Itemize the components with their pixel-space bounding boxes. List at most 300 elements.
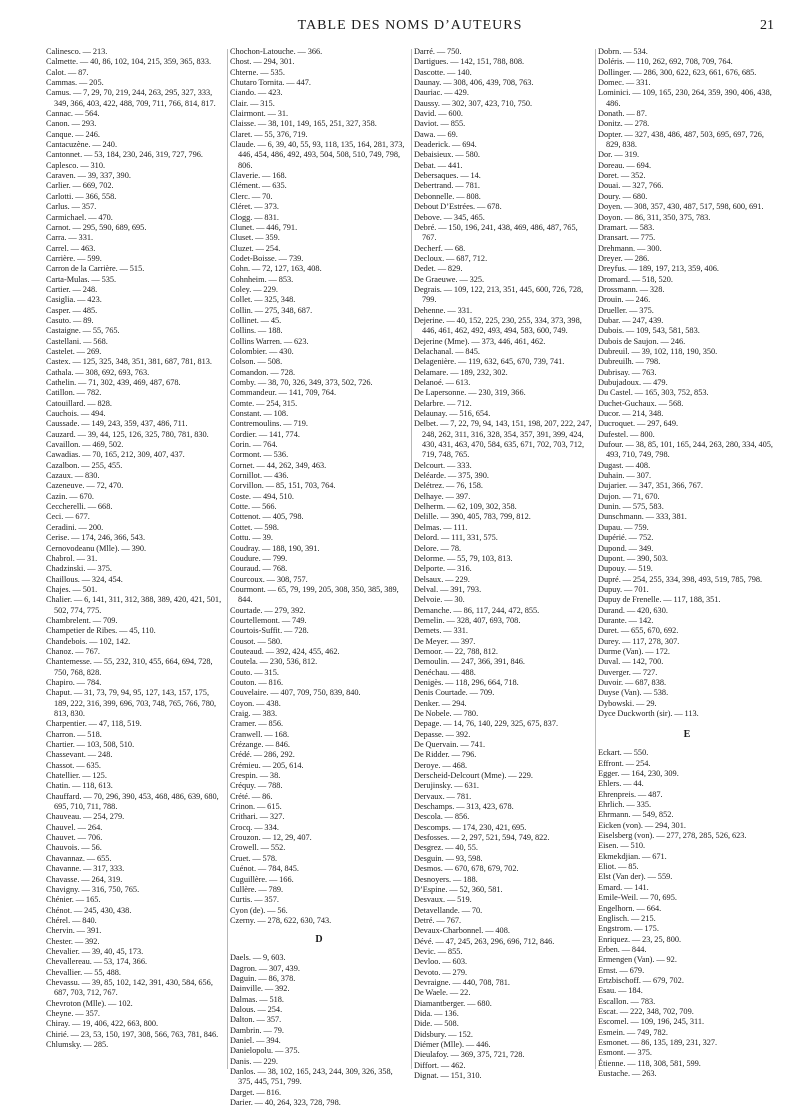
- index-entry: Esmont. — 375.: [598, 1048, 652, 1058]
- index-entry: Clogg. — 831.: [230, 212, 279, 222]
- index-entry: Chapiro. — 784.: [46, 677, 102, 687]
- index-entry: Cormont. — 536.: [230, 450, 289, 460]
- index-entry: Dufour. — 38, 85, 101, 165, 244, 263, 280, 334, 405, 493, 710, 749, 798.: [598, 440, 773, 460]
- index-entry: Ceccherelli. — 668.: [46, 502, 113, 512]
- index-entry: Dupau. — 759.: [598, 522, 649, 532]
- index-entry: Claverie. — 168.: [230, 171, 287, 181]
- index-entry: Douai. — 327, 766.: [598, 181, 664, 191]
- index-entry: Cyon (de). — 56.: [230, 905, 288, 915]
- index-entry: Collins. — 188.: [230, 326, 283, 336]
- index-entry: Dedet. — 829.: [414, 264, 463, 274]
- index-entry: Cottenot. — 405, 798.: [230, 512, 304, 522]
- index-entry: Chevalier. — 39, 40, 45, 173.: [46, 946, 144, 956]
- index-entry: Colson. — 508.: [230, 357, 283, 367]
- index-entry: Dupérié. — 752.: [598, 533, 654, 543]
- index-entry: Durey. — 117, 278, 307.: [598, 636, 680, 646]
- index-entry: Delaunay. — 516, 654.: [414, 409, 491, 419]
- index-entry: Chavigny. — 316, 750, 765.: [46, 884, 140, 894]
- index-entry: Cordier. — 141, 774.: [230, 429, 300, 439]
- index-entry: Dupont. — 390, 503.: [598, 553, 668, 563]
- column-divider: [411, 49, 412, 1069]
- index-entry: Descola. — 856.: [414, 812, 470, 822]
- index-entry: Chlumsky. — 285.: [46, 1040, 109, 1049]
- page-header: [46, 18, 774, 40]
- index-entry: Carra. — 331.: [46, 233, 94, 243]
- index-entry: Duverger. — 727.: [598, 667, 658, 677]
- index-entry: Emile-Weil. — 70, 695.: [598, 893, 677, 903]
- index-entry: Clément. — 635.: [230, 181, 287, 191]
- index-entry: Delhaye. — 397.: [414, 491, 471, 501]
- index-entry: Delherm. — 62, 109, 302, 358.: [414, 502, 517, 512]
- index-entry: Ertzbischoff. — 679, 702.: [598, 975, 684, 985]
- index-entry: Caplesco. — 310.: [46, 160, 106, 170]
- index-entry: Dascotte. — 140.: [414, 67, 472, 77]
- index-entry: Engelhorn. — 664.: [598, 903, 662, 913]
- index-entry: Chavanne. — 317, 333.: [46, 864, 125, 874]
- index-entry: Cornillot. — 436.: [230, 471, 289, 481]
- index-entry: Cramer. — 856.: [230, 719, 284, 729]
- index-entry: Chandebois. — 102, 142.: [46, 636, 131, 646]
- index-entry: Chalier. — 6, 141, 311, 312, 388, 389, 420, 421, 501, 502, 774, 775.: [46, 595, 222, 615]
- index-entry: Canque. — 246.: [46, 129, 100, 139]
- index-entry: Didsbury. — 152.: [414, 1029, 473, 1039]
- index-entry: Dubrisay. — 763.: [598, 367, 657, 377]
- index-entry: Dybowski. — 29.: [598, 698, 657, 708]
- index-entry: Devraigne. — 440, 708, 781.: [414, 977, 510, 987]
- index-entry: Chervin. — 391.: [46, 926, 102, 936]
- index-entry: Crocq. — 334.: [230, 822, 279, 832]
- index-entry: Chevallier. — 55, 488.: [46, 967, 121, 977]
- index-entry: Courtellemont. — 749.: [230, 615, 307, 625]
- index-entry: Courtade. — 279, 392.: [230, 605, 306, 615]
- index-entry: Ceradini. — 200.: [46, 522, 104, 532]
- index-entry: Dignat. — 151, 310.: [414, 1071, 482, 1081]
- index-entry: Commandeur. — 141, 709, 764.: [230, 388, 337, 398]
- index-entry: Dévé. — 47, 245, 263, 296, 696, 712, 846.: [414, 936, 555, 946]
- index-entry: Carnot. — 295, 590, 689, 695.: [46, 222, 147, 232]
- index-entry: Delvoie. — 30.: [414, 595, 465, 605]
- index-entry: Drehmann. — 300.: [598, 243, 662, 253]
- index-entry: Englisch. — 215.: [598, 913, 656, 923]
- index-entry: Courmont. — 65, 79, 199, 205, 308, 350, 385, 389, 844.: [230, 584, 399, 605]
- index-entry: Crithari. — 327.: [230, 812, 285, 822]
- index-entry: Daguin. — 86, 378.: [230, 973, 296, 983]
- index-entry: David. — 600.: [414, 109, 463, 119]
- index-entry: Casiglia. — 423.: [46, 295, 102, 305]
- index-entry: Cullère. — 789.: [230, 884, 284, 894]
- index-entry: Daussy. — 302, 307, 423, 710, 750.: [414, 98, 533, 108]
- index-entry: Czerny. — 278, 622, 630, 743.: [230, 915, 332, 925]
- index-entry: Chérel. — 840.: [46, 915, 97, 925]
- index-entry: Eisen. — 510.: [598, 841, 646, 851]
- index-entry: Chiray. — 19, 406, 422, 663, 800.: [46, 1019, 159, 1029]
- index-entry: Claret. — 55, 376, 719.: [230, 129, 308, 139]
- index-entry: Codet-Boisse. — 739.: [230, 253, 304, 263]
- index-entry: Crézange. — 846.: [230, 740, 290, 750]
- index-entry: Clair. — 315.: [230, 98, 275, 108]
- index-entry: Corin. — 764.: [230, 440, 278, 450]
- index-entry: Dunin. — 575, 583.: [598, 502, 664, 512]
- index-entry: Crémieu. — 205, 614.: [230, 760, 304, 770]
- index-entry: Drouin. — 246.: [598, 295, 651, 305]
- index-entry: Ducor. — 214, 348.: [598, 409, 664, 419]
- index-entry: Dubois de Saujon. — 246.: [598, 336, 686, 346]
- index-entry: Debonnelle. — 808.: [414, 191, 481, 201]
- index-entry: Caussade. — 149, 243, 359, 437, 486, 711.: [46, 419, 188, 429]
- index-entry: Doreau. — 694.: [598, 160, 652, 170]
- index-entry: Chochon-Latouche. — 366.: [230, 47, 323, 56]
- index-entry: Chadzinski. — 375.: [46, 564, 112, 574]
- column-divider: [227, 49, 228, 1069]
- index-entry: Castex. — 125, 325, 348, 351, 381, 687, 781, 813.: [46, 357, 212, 367]
- index-entry: Chénot. — 245, 430, 438.: [46, 905, 132, 915]
- index-entry: Dopter. — 327, 438, 486, 487, 503, 695, 697, 726, 829, 838.: [598, 129, 764, 150]
- index-entry: Collinet. — 45.: [230, 315, 282, 325]
- index-entry: Duval. — 142, 700.: [598, 657, 664, 667]
- index-entry: Chavannaz. — 655.: [46, 853, 112, 863]
- index-entry: Duyse (Van). — 538.: [598, 688, 669, 698]
- index-entry: Eiselsberg (von). — 277, 278, 285, 526, 623.: [598, 831, 747, 841]
- index-entry: Crété. — 86.: [230, 791, 273, 801]
- index-entry: Dervaux. — 781.: [414, 791, 472, 801]
- index-entry: Diémer (Mlle). — 446.: [414, 1040, 491, 1049]
- index-entry: Dreyer. — 286.: [598, 253, 650, 263]
- index-entry: Cazalbon. — 255, 455.: [46, 460, 123, 470]
- index-entry: Ermengen (Van). — 92.: [598, 955, 677, 965]
- index-entry: Deaderick. — 694.: [414, 140, 477, 150]
- index-entry: Dambrin. — 79.: [230, 1025, 284, 1035]
- index-entry: Charron. — 518.: [46, 729, 102, 739]
- index-entry: Cottet. — 598.: [230, 522, 279, 532]
- index-entry: Deschamps. — 313, 423, 678.: [414, 802, 514, 812]
- index-entry: Chauvel. — 264.: [46, 822, 103, 832]
- index-entry: Courtois-Suffit. — 728.: [230, 626, 309, 636]
- index-entry: Carlotti. — 366, 558.: [46, 191, 117, 201]
- index-entry: Carron de la Carrière. — 515.: [46, 264, 145, 274]
- index-entry: Cuénot. — 784, 845.: [230, 864, 299, 874]
- index-entry: Desguin. — 93, 598.: [414, 853, 483, 863]
- index-entry: Dupuy de Frenelle. — 117, 188, 351.: [598, 595, 721, 605]
- index-entry: Chatellier. — 125.: [46, 771, 107, 781]
- index-entry: Eustache. — 263.: [598, 1069, 657, 1078]
- index-entry: Cannac. — 564.: [46, 109, 100, 119]
- index-entry: Desgrez. — 40, 55.: [414, 843, 478, 853]
- index-entry: Carlus. — 357.: [46, 202, 97, 212]
- index-entry: De Meyer. — 397.: [414, 636, 476, 646]
- index-entry: Delore. — 78.: [414, 543, 462, 553]
- index-entry: Dransart. — 775.: [598, 233, 656, 243]
- index-entry: Enriquez. — 23, 25, 800.: [598, 934, 682, 944]
- index-entry: Canon. — 293.: [46, 119, 97, 129]
- index-entry: Dupuy. — 701.: [598, 584, 649, 594]
- index-entry: Daunay. — 308, 406, 439, 708, 763.: [414, 78, 534, 88]
- index-entry: Delagenière. — 119, 632, 645, 670, 739, 741.: [414, 357, 565, 367]
- index-entry: Domec. — 331.: [598, 78, 651, 88]
- index-entry: Descomps. — 174, 230, 421, 695.: [414, 822, 527, 832]
- index-entry: Carrière. — 599.: [46, 253, 102, 263]
- index-entry: Collet. — 325, 348.: [230, 295, 296, 305]
- index-entry: Chabrol. — 31.: [46, 553, 98, 563]
- index-entry: Crédé. — 286, 292.: [230, 750, 295, 760]
- index-entry: Chanoz. — 767.: [46, 646, 100, 656]
- index-entry: Du Castel. — 165, 303, 752, 853.: [598, 388, 709, 398]
- index-entry: Clerc. — 70.: [230, 191, 273, 201]
- index-entry: Esmonet. — 86, 135, 189, 231, 327.: [598, 1037, 718, 1047]
- index-entry: Dawa. — 69.: [414, 129, 458, 139]
- index-entry: Darget. — 816.: [230, 1087, 282, 1097]
- index-entry: Coudure. — 799.: [230, 553, 288, 563]
- index-entry: Chauffard. — 70, 296, 390, 453, 468, 486, 639, 680, 695, 710, 711, 788.: [46, 791, 219, 812]
- index-entry: Chevroton (Mlle). — 102.: [46, 998, 133, 1008]
- index-entry: Cheyne. — 357.: [46, 1008, 100, 1018]
- index-entry: D’Espine. — 52, 360, 581.: [414, 884, 503, 894]
- index-entry: Cotte. — 566.: [230, 502, 277, 512]
- index-entry: Camus. — 7, 29, 70, 219, 244, 263, 295, 327, 333, 349, 366, 403, 422, 488, 709, 711, 766, 814, 817.: [46, 88, 216, 108]
- index-entry: Depage. — 14, 76, 140, 229, 325, 675, 837.: [414, 719, 559, 729]
- index-entry: Dainville. — 392.: [230, 984, 290, 994]
- index-entry: Egger. — 164, 230, 309.: [598, 769, 679, 779]
- index-entry: Étienne. — 118, 308, 581, 599.: [598, 1058, 701, 1068]
- index-entry: Detré. — 767.: [414, 915, 462, 925]
- index-entry: Denis Courtade. — 709.: [414, 688, 495, 698]
- index-entry: De Quervain. — 741.: [414, 740, 486, 750]
- index-entry: Carrel. — 463.: [46, 243, 96, 253]
- index-entry: Dollinger. — 286, 300, 622, 623, 661, 676, 685.: [598, 67, 757, 77]
- index-entry: Dieulafoy. — 369, 375, 721, 728.: [414, 1050, 525, 1060]
- index-entry: Chterne. — 535.: [230, 67, 285, 77]
- index-entry: Cavaillon. — 469, 502.: [46, 440, 124, 450]
- index-entry: Dyce Duckworth (sir). — 113.: [598, 709, 699, 718]
- index-entry: Couvelaire. — 407, 709, 750, 839, 840.: [230, 688, 361, 698]
- index-entry: Dobrn. — 534.: [598, 47, 648, 56]
- index-entry: Chutaro Tornita. — 447.: [230, 78, 311, 88]
- index-entry: Devaux-Charbonnel. — 408.: [414, 926, 510, 936]
- index-entry: Delorme. — 55, 79, 103, 813.: [414, 553, 513, 563]
- index-entry: Cerise. — 174, 246, 366, 543.: [46, 533, 146, 543]
- index-entry: Donath. — 87.: [598, 109, 647, 119]
- index-entry: Ducroquet. — 297, 649.: [598, 419, 679, 429]
- index-entry: Durme (Van). — 172.: [598, 646, 670, 656]
- index-entry: Chauvois. — 56.: [46, 843, 102, 853]
- index-entry: Ehrenpreis. — 487.: [598, 789, 663, 799]
- index-entry: Devloo. — 603.: [414, 957, 468, 967]
- index-entry: Denéchau. — 488.: [414, 667, 476, 677]
- index-column-4: [598, 47, 776, 1078]
- index-entry: Claisse. — 38, 101, 149, 165, 251, 327, 358.: [230, 119, 377, 129]
- index-entry: Erben. — 844.: [598, 944, 647, 954]
- index-entry: Coley. — 229.: [230, 284, 278, 294]
- index-entry: Drossmann. — 328.: [598, 284, 665, 294]
- index-entry: Demoor. — 22, 788, 812.: [414, 646, 499, 656]
- index-entry: Cousot. — 580.: [230, 636, 283, 646]
- index-entry: Eicken (von). — 294, 301.: [598, 820, 686, 830]
- index-entry: Chartier. — 103, 508, 510.: [46, 740, 135, 750]
- index-entry: Delétrez. — 76, 158.: [414, 481, 483, 491]
- index-entry: Cernovodeanu (Mlle). — 390.: [46, 543, 147, 553]
- index-entry: Couteaud. — 392, 424, 455, 462.: [230, 646, 340, 656]
- index-entry: Danis. — 229.: [230, 1056, 278, 1066]
- index-entry: Chassot. — 635.: [46, 760, 101, 770]
- index-entry: Cammas. — 205.: [46, 78, 104, 88]
- index-entry: Corvillon. — 85, 151, 703, 764.: [230, 481, 336, 491]
- index-entry: Daviot. — 855.: [414, 119, 466, 129]
- index-entry: Dupond. — 349.: [598, 543, 654, 553]
- index-entry: Doyon. — 86, 311, 350, 375, 783.: [598, 212, 711, 222]
- index-entry: Chevassu. — 39, 85, 102, 142, 391, 430, 584, 656, 687, 703, 712, 767.: [46, 977, 213, 998]
- index-entry: Dejerine (Mme). — 373, 446, 461, 462.: [414, 336, 546, 346]
- index-entry: Calmette. — 40, 86, 102, 104, 215, 359, 365, 833.: [46, 57, 212, 67]
- index-entry: Chost. — 294, 301.: [230, 57, 295, 67]
- index-entry: Deléarde. — 375, 390.: [414, 471, 489, 481]
- page-title: TABLE DES NOMS D’AUTEURS: [297, 18, 523, 33]
- index-entry: Cantacuzène. — 240.: [46, 140, 118, 150]
- index-entry: Dujarier. — 347, 351, 366, 767.: [598, 481, 704, 491]
- index-entry: Chaput. — 31, 73, 79, 94, 95, 127, 143, 157, 175, 189, 222, 316, 399, 696, 703, 748, 765, 766, 780, 813, 830.: [46, 688, 217, 718]
- index-entry: Cantonnet. — 53, 184, 230, 246, 319, 727, 796.: [46, 150, 203, 160]
- index-entry: Delachanal. — 845.: [414, 346, 480, 356]
- index-entry: Degrais. — 109, 122, 213, 351, 445, 600, 726, 728, 799.: [414, 284, 584, 305]
- index-entry: Ehrmann. — 549, 852.: [598, 810, 674, 820]
- index-entry: Chantemesse. — 55, 232, 310, 455, 664, 694, 728, 750, 768, 828.: [46, 657, 213, 677]
- index-entry: Crowell. — 552.: [230, 843, 286, 853]
- index-entry: Castaigne. — 55, 765.: [46, 326, 120, 336]
- index-entry: Desmos. — 670, 678, 679, 702.: [414, 864, 519, 874]
- index-entry: Detavellande. — 70.: [414, 905, 483, 915]
- index-entry: Comte. — 254, 315.: [230, 398, 298, 408]
- index-entry: Dromard. — 518, 520.: [598, 274, 673, 284]
- index-entry: Cruet. — 578.: [230, 853, 278, 863]
- index-entry: Daels. — 9, 603.: [230, 953, 286, 963]
- index-entry: Crouzon. — 12, 29, 407.: [230, 833, 312, 843]
- index-entry: Cohnheim. — 853.: [230, 274, 294, 284]
- index-entry: Delanoé. — 613.: [414, 378, 471, 387]
- index-entry: De Lapersonne. — 230, 319, 366.: [414, 388, 526, 398]
- index-entry: Cazin. — 670.: [46, 491, 94, 501]
- index-entry: Denigès. — 118, 296, 664, 718.: [414, 677, 519, 687]
- index-entry: Doret. — 352.: [598, 171, 646, 181]
- index-entry: Dartigues. — 142, 151, 788, 808.: [414, 57, 525, 67]
- index-entry: Dubreuilh. — 798.: [598, 357, 661, 367]
- index-entry: De Waele. — 22.: [414, 988, 471, 998]
- index-entry: Couto. — 315.: [230, 667, 279, 677]
- index-entry: Escat. — 222, 348, 702, 709.: [598, 1006, 694, 1016]
- index-entry: Danielopolu. — 375.: [230, 1046, 300, 1056]
- index-entry: Castelet. — 269.: [46, 346, 102, 356]
- index-entry: Chester. — 392.: [46, 936, 100, 946]
- index-entry: Couton. — 816.: [230, 677, 284, 687]
- index-entry: Dufestel. — 800.: [598, 429, 655, 439]
- index-entry: Dor. — 319.: [598, 150, 640, 160]
- index-entry: Dujon. — 71, 670.: [598, 491, 660, 501]
- index-entry: Decherf. — 68.: [414, 243, 466, 253]
- index-entry: Calot. — 87.: [46, 67, 89, 77]
- index-entry: Darier. — 40, 264, 323, 728, 798.: [230, 1098, 341, 1108]
- index-entry: Crespin. — 38.: [230, 771, 281, 781]
- index-entry: Dreyfus. — 189, 197, 213, 359, 406.: [598, 264, 719, 274]
- index-entry: Cazeneuve. — 72, 470.: [46, 481, 124, 491]
- index-entry: Coste. — 494, 510.: [230, 491, 294, 501]
- index-entry: Delcourt. — 333.: [414, 460, 472, 470]
- index-entry: Debat. — 441.: [414, 160, 463, 170]
- index-entry: Collins Warren. — 623.: [230, 336, 309, 346]
- index-entry: Cottu. — 39.: [230, 533, 273, 543]
- index-entry: De Ridder. — 796.: [414, 750, 477, 760]
- index-entry: Demoulin. — 247, 366, 391, 846.: [414, 657, 526, 667]
- index-entry: Debertrand. — 781.: [414, 181, 480, 191]
- index-entry: Desfosses. — 2, 297, 521, 594, 749, 822.: [414, 833, 550, 843]
- section-letter: D: [315, 934, 323, 946]
- index-entry: Cléret. — 373.: [230, 202, 279, 212]
- index-entry: Dunschmann. — 333, 381.: [598, 512, 687, 522]
- index-entry: Chirié. — 23, 53, 150, 197, 308, 566, 763, 781, 846.: [46, 1029, 219, 1039]
- index-entry: Créquy. — 788.: [230, 781, 283, 791]
- index-entry: Delbet. — 7, 22, 79, 94, 143, 151, 198, 207, 222, 247, 248, 262, 311, 316, 328, 354, 357, 391, 399, 424, 430, 431, 463, 470, 584, 635, 671, 702, 703, 712, 719, 748, 765.: [414, 419, 592, 460]
- index-entry: Coudray. — 188, 190, 391.: [230, 543, 320, 553]
- index-entry: Calinesco. — 213.: [46, 47, 108, 56]
- index-entry: Craig. — 383.: [230, 709, 278, 718]
- index-entry: Cauchois. — 494.: [46, 409, 106, 419]
- index-entry: Couraud. — 768.: [230, 564, 288, 574]
- index-entry: Cluzet. — 254.: [230, 243, 281, 253]
- index-entry: Derscheid-Delcourt (Mme). — 229.: [414, 771, 533, 781]
- index-entry: Chavasse. — 264, 319.: [46, 874, 123, 884]
- index-entry: Cluset. — 359.: [230, 233, 280, 243]
- index-column-3: [414, 47, 592, 1081]
- index-entry: Cawadias. — 70, 165, 212, 309, 407, 437.: [46, 450, 185, 460]
- index-entry: Dalmas. — 518.: [230, 994, 284, 1004]
- index-entry: Dejerine. — 40, 152, 225, 230, 255, 334, 373, 398, 446, 461, 462, 492, 493, 494, 583, 600, 749.: [414, 315, 582, 336]
- index-entry: Caraven. — 39, 337, 390.: [46, 171, 131, 181]
- index-entry: Cauzard. — 39, 44, 125, 126, 325, 780, 781, 830.: [46, 429, 209, 439]
- index-entry: Delsaux. — 229.: [414, 574, 470, 584]
- index-entry: Chénier. — 165.: [46, 895, 101, 905]
- index-entry: Clairmont. — 31.: [230, 109, 289, 119]
- index-columns: [46, 47, 776, 1108]
- index-entry: Dubujadoux. — 479.: [598, 378, 668, 387]
- index-entry: Dubar. — 247, 439.: [598, 315, 664, 325]
- index-entry: Depasse. — 392.: [414, 729, 471, 739]
- index-entry: Cranwell. — 168.: [230, 729, 290, 739]
- index-entry: Crinon. — 615.: [230, 802, 282, 812]
- index-entry: De Graeuwe. — 325.: [414, 274, 485, 284]
- index-entry: Doyen. — 308, 357, 430, 487, 517, 598, 600, 691.: [598, 202, 764, 212]
- index-entry: Constant. — 108.: [230, 409, 289, 419]
- index-entry: Charpentier. — 47, 118, 519.: [46, 719, 142, 729]
- column-divider: [595, 49, 596, 1069]
- index-entry: Denker. — 294.: [414, 698, 467, 708]
- index-entry: Ciando. — 423.: [230, 88, 283, 98]
- index-entry: Cathala. — 308, 692, 693, 763.: [46, 367, 150, 377]
- index-entry: Delmas. — 111.: [414, 522, 468, 532]
- index-entry: Delval. — 391, 793.: [414, 584, 482, 594]
- index-entry: Catillon. — 782.: [46, 388, 102, 398]
- index-entry: Dide. — 508.: [414, 1019, 459, 1029]
- index-entry: Delporte. — 316.: [414, 564, 472, 574]
- index-entry: Chauvet. — 706.: [46, 833, 103, 843]
- index-entry: Chambrelent. — 709.: [46, 615, 118, 625]
- index-entry: Desvaux. — 519.: [414, 895, 472, 905]
- index-entry: Debout D’Estrées. — 678.: [414, 202, 502, 212]
- index-entry: Engstrom. — 175.: [598, 924, 659, 934]
- index-entry: Chauveau. — 254, 279.: [46, 812, 125, 822]
- index-entry: Comandon. — 728.: [230, 367, 296, 377]
- index-entry: Coutela. — 230, 536, 812.: [230, 657, 318, 667]
- index-entry: Colombier. — 430.: [230, 346, 294, 356]
- index-entry: Demelin. — 328, 407, 693, 708.: [414, 615, 521, 625]
- index-entry: Demanche. — 86, 117, 244, 472, 855.: [414, 605, 540, 615]
- index-entry: Curtis. — 357.: [230, 895, 279, 905]
- index-entry: Chajes. — 501.: [46, 584, 98, 594]
